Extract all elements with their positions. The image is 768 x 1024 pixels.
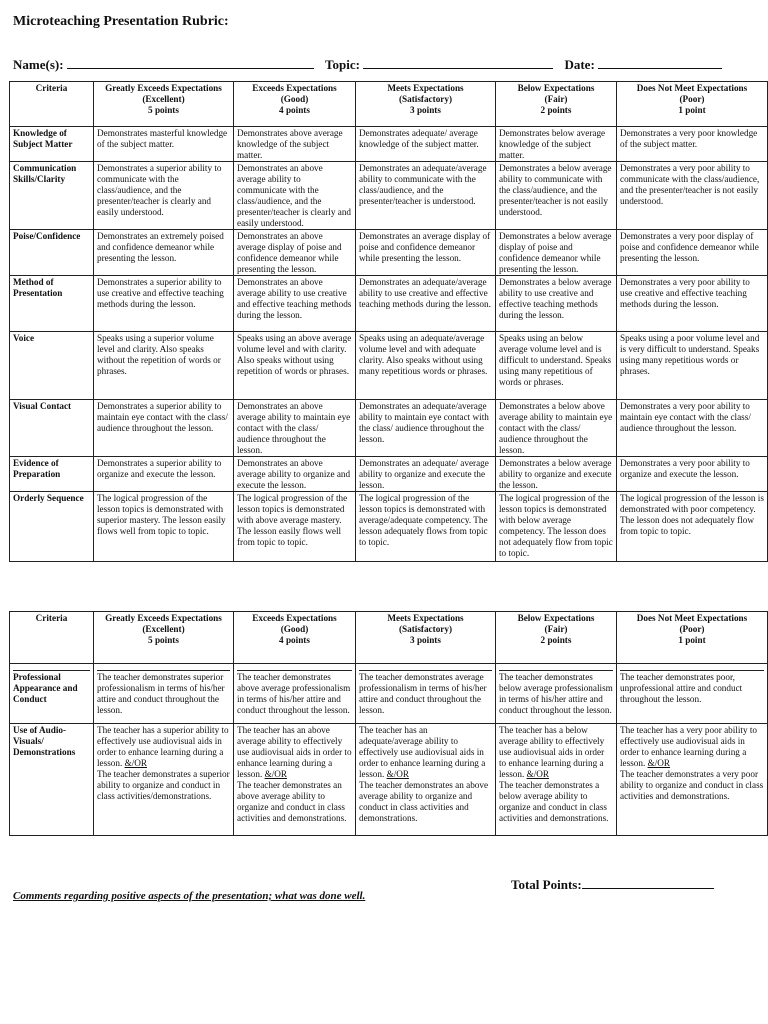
level-name: Greatly Exceeds Expectations xyxy=(105,613,222,623)
descriptor-cell xyxy=(234,724,356,836)
total-points-label: Total Points: xyxy=(511,877,582,892)
descriptor-cell: Demonstrates an above average ability to communicate with the class/audience, and the presenter/teacher is clearly and easily understood. xyxy=(234,162,356,230)
level-name: Greatly Exceeds Expectations xyxy=(105,83,222,93)
level-name: Exceeds Expectations xyxy=(252,83,337,93)
names-label: Name(s): xyxy=(13,57,64,72)
criterion-label: Visual Contact xyxy=(10,400,94,457)
criterion-text: Use of Audio-Visuals/ Demonstrations xyxy=(13,725,76,757)
descriptor-text-b: The teacher demonstrates an above average ability to organize and conduct in class activities and demonstrations. xyxy=(359,780,489,823)
descriptor-cell: Demonstrates an above average ability to organize and execute the lesson. xyxy=(234,457,356,492)
descriptor-cell: Demonstrates masterful knowledge of the subject matter. xyxy=(94,127,234,162)
descriptor-cell xyxy=(94,724,234,836)
level-name: Below Expectations xyxy=(517,613,595,623)
descriptor-cell: Demonstrates a below average ability to communicate with the class/audience, and the presenter/teacher is not easily understood. xyxy=(496,162,617,230)
level-qual: (Fair) xyxy=(544,624,568,634)
level-header-1 xyxy=(94,82,234,127)
level-qual: (Excellent) xyxy=(142,624,185,634)
rubric-row xyxy=(10,664,768,724)
descriptor-text: The teacher demonstrates poor, unprofessional attire and conduct throughout the lesson. xyxy=(620,672,743,704)
level-header-2 xyxy=(234,612,356,664)
descriptor-cell: Demonstrates a very poor ability to use creative and effective teaching methods during the lesson. xyxy=(617,276,768,332)
rubric-row xyxy=(10,332,768,400)
descriptor-cell: Demonstrates a very poor knowledge of the subject matter. xyxy=(617,127,768,162)
descriptor-cell: Demonstrates a superior ability to communicate with the class/audience, and the presenter/teacher is clearly and easily understood. xyxy=(94,162,234,230)
level-points: 4 points xyxy=(279,635,310,645)
level-qual: (Poor) xyxy=(679,624,705,634)
rubric-row xyxy=(10,127,768,162)
descriptor-cell: Demonstrates adequate/ average knowledge of the subject matter. xyxy=(356,127,496,162)
descriptor-cell: Demonstrates an adequate/average ability to communicate with the class/audience, and the presenter/teacher is understood. xyxy=(356,162,496,230)
descriptor-cell: Demonstrates an above average ability to use creative and effective teaching methods during the lesson. xyxy=(234,276,356,332)
level-header-5 xyxy=(617,612,768,664)
level-name: Exceeds Expectations xyxy=(252,613,337,623)
descriptor-cell: Demonstrates a below average display of poise and confidence demeanor while presenting the lesson. xyxy=(496,230,617,276)
level-qual: (Excellent) xyxy=(142,94,185,104)
level-qual: (Good) xyxy=(280,94,309,104)
level-points: 4 points xyxy=(279,105,310,115)
level-qual: (Good) xyxy=(280,624,309,634)
level-header-2 xyxy=(234,82,356,127)
criteria-header: Criteria xyxy=(10,612,94,664)
descriptor-text-b: The teacher demonstrates a very poor ability to organize and conduct in class activities and demonstrations. xyxy=(620,769,764,801)
rule-line xyxy=(620,670,764,671)
descriptor-text-a: The teacher has an above average ability to effectively use audiovisual aids in order to enhance learning during a lesson. xyxy=(237,725,352,779)
rubric-title: Microteaching Presentation Rubric: xyxy=(13,14,229,29)
descriptor-text-a: The teacher has an adequate/average ability to effectively use audiovisual aids in order to enhance learning during a lesson. xyxy=(359,725,486,779)
rubric-row xyxy=(10,230,768,276)
level-name: Does Not Meet Expectations xyxy=(636,83,748,93)
criterion-label: Communication Skills/Clarity xyxy=(10,162,94,230)
descriptor-cell xyxy=(356,664,496,724)
level-points: 1 point xyxy=(678,105,706,115)
descriptor-cell: Speaks using a poor volume level and is very difficult to understand. Speaks using many repetitious words or phrases. xyxy=(617,332,768,400)
date-label: Date: xyxy=(564,57,595,72)
descriptor-cell: Demonstrates a very poor ability to communicate with the class/audience, and the presenter/teacher is not easily understood. xyxy=(617,162,768,230)
criterion-label: Orderly Sequence xyxy=(10,492,94,562)
level-qual: (Poor) xyxy=(679,94,705,104)
descriptor-cell: The logical progression of the lesson topics is demonstrated with below average competency. The lesson does not adequately flow from topic to topic. xyxy=(496,492,617,562)
comments-heading: Comments regarding positive aspects of the presentation; what was done well. xyxy=(13,890,366,902)
total-points-field[interactable] xyxy=(582,876,714,889)
descriptor-cell: Demonstrates a below above average ability to maintain eye contact with the class/ audience throughout the lesson. xyxy=(496,400,617,457)
and-or-marker: &/OR xyxy=(264,769,288,779)
descriptor-cell: Demonstrates an above average ability to maintain eye contact with the class/ audience throughout the lesson. xyxy=(234,400,356,457)
descriptor-cell: Demonstrates a superior ability to organize and execute the lesson. xyxy=(94,457,234,492)
descriptor-text: The teacher demonstrates above average professionalism in terms of his/her attire and conduct throughout the lesson. xyxy=(237,672,351,715)
descriptor-text-a: The teacher has a superior ability to effectively use audiovisual aids in order to enhance learning during a lesson. xyxy=(97,725,229,768)
descriptor-cell: Speaks using an adequate/average volume level and with adequate clarity. Also speaks without using many repetitious words or phrases. xyxy=(356,332,496,400)
descriptor-cell xyxy=(617,724,768,836)
descriptor-cell: Demonstrates an average display of poise and confidence demeanor while presenting the lesson. xyxy=(356,230,496,276)
names-field[interactable] xyxy=(67,56,314,69)
descriptor-cell xyxy=(496,724,617,836)
level-header-3 xyxy=(356,82,496,127)
descriptor-text: The teacher demonstrates average professionalism in terms of his/her attire and conduct throughout the lesson. xyxy=(359,672,487,715)
descriptor-cell xyxy=(94,664,234,724)
descriptor-cell: Demonstrates an adequate/average ability to maintain eye contact with the class/ audience throughout the lesson. xyxy=(356,400,496,457)
rubric-row xyxy=(10,724,768,836)
criterion-label: Evidence of Preparation xyxy=(10,457,94,492)
descriptor-cell xyxy=(356,724,496,836)
rubric-row xyxy=(10,162,768,230)
descriptor-cell: Demonstrates an above average display of poise and confidence demeanor while presenting the lesson. xyxy=(234,230,356,276)
level-points: 2 points xyxy=(540,635,572,645)
descriptor-cell: Speaks using an below average volume level and is difficult to understand. Speaks using many repetitious of words or phrases. xyxy=(496,332,617,400)
level-qual: (Fair) xyxy=(544,94,568,104)
descriptor-cell: Demonstrates a very poor ability to maintain eye contact with the class/ audience throughout the lesson. xyxy=(617,400,768,457)
criterion-label xyxy=(10,724,94,836)
and-or-marker: &/OR xyxy=(386,769,410,779)
rubric-row xyxy=(10,276,768,332)
header-row xyxy=(10,612,768,664)
descriptor-text-a: The teacher has a below average ability to effectively use audiovisual aids in order to enhance learning during a lesson. xyxy=(499,725,605,779)
level-name: Meets Expectations xyxy=(387,613,464,623)
criterion-label: Poise/Confidence xyxy=(10,230,94,276)
rule-line xyxy=(97,670,230,671)
rubric-row xyxy=(10,457,768,492)
descriptor-cell: Demonstrates a very poor display of poise and confidence demeanor while presenting the lesson. xyxy=(617,230,768,276)
level-header-4 xyxy=(496,82,617,127)
rule-line xyxy=(237,670,352,671)
level-name: Does Not Meet Expectations xyxy=(636,613,748,623)
descriptor-cell: Demonstrates a superior ability to use creative and effective teaching methods during the lesson. xyxy=(94,276,234,332)
and-or-marker: &/OR xyxy=(526,769,550,779)
criterion-label: Voice xyxy=(10,332,94,400)
level-qual: (Satisfactory) xyxy=(398,94,453,104)
and-or-marker: &/OR xyxy=(124,758,148,768)
descriptor-text-b: The teacher demonstrates a below average ability to organize and conduct in class activities and demonstrations. xyxy=(499,780,609,823)
rule-line xyxy=(499,670,613,671)
level-name: Below Expectations xyxy=(517,83,595,93)
descriptor-text-a: The teacher has a very poor ability to effectively use audiovisual aids in order to enhance learning during a lesson. xyxy=(620,725,757,768)
descriptor-cell: Speaks using an above average volume level and with clarity. Also speaks without using repetition of words or phrases. xyxy=(234,332,356,400)
criteria-header: Criteria xyxy=(10,82,94,127)
descriptor-cell: The logical progression of the lesson is demonstrated with poor competency. The lesson does not adequately flow from topic to topic. xyxy=(617,492,768,562)
rubric-table-main xyxy=(9,81,768,562)
descriptor-text-b: The teacher demonstrates a superior ability to organize and conduct in class activities/demonstrations. xyxy=(97,769,230,801)
rubric-table-professional xyxy=(9,611,768,836)
descriptor-text: The teacher demonstrates below average professionalism in terms of his/her attire and conduct throughout the lesson. xyxy=(499,672,613,715)
header-row xyxy=(10,82,768,127)
level-qual: (Satisfactory) xyxy=(398,624,453,634)
level-header-1 xyxy=(94,612,234,664)
descriptor-text: The teacher demonstrates superior professionalism in terms of his/her attire and conduct throughout the lesson. xyxy=(97,672,225,715)
rubric-row xyxy=(10,400,768,457)
criterion-label xyxy=(10,664,94,724)
and-or-marker: &/OR xyxy=(647,758,671,768)
descriptor-cell: Demonstrates an extremely poised and confidence demeanor while presenting the lesson. xyxy=(94,230,234,276)
topic-label: Topic: xyxy=(325,57,360,72)
criterion-text: Professional Appearance and Conduct xyxy=(13,672,78,704)
descriptor-cell: Demonstrates an adequate/ average ability to organize and execute the lesson. xyxy=(356,457,496,492)
level-header-3 xyxy=(356,612,496,664)
hr-line-el xyxy=(13,670,90,671)
total-points xyxy=(511,876,714,893)
descriptor-cell: The logical progression of the lesson topics is demonstrated with superior mastery. The lesson easily flows well from topic to topic. xyxy=(94,492,234,562)
descriptor-cell: Demonstrates a below average ability to use creative and effective teaching methods during the lesson. xyxy=(496,276,617,332)
descriptor-cell: Demonstrates a superior ability to maintain eye contact with the class/ audience throughout the lesson. xyxy=(94,400,234,457)
descriptor-cell: Speaks using a superior volume level and clarity. Also speaks without the repetition of words or phrases. xyxy=(94,332,234,400)
descriptor-cell: Demonstrates a below average ability to organize and execute the lesson. xyxy=(496,457,617,492)
date-field[interactable] xyxy=(598,56,722,69)
level-name: Meets Expectations xyxy=(387,83,464,93)
rule-line xyxy=(359,670,492,671)
level-points: 1 point xyxy=(678,635,706,645)
level-header-5 xyxy=(617,82,768,127)
level-points: 5 points xyxy=(148,635,179,645)
level-points: 2 points xyxy=(540,105,572,115)
descriptor-text-b: The teacher demonstrates an above average ability to organize and conduct in class activities and demonstrations. xyxy=(237,780,347,823)
descriptor-cell: Demonstrates above average knowledge of the subject matter. xyxy=(234,127,356,162)
criterion-label: Knowledge of Subject Matter xyxy=(10,127,94,162)
topic-field[interactable] xyxy=(363,56,553,69)
level-points: 5 points xyxy=(148,105,179,115)
descriptor-cell xyxy=(617,664,768,724)
descriptor-cell: The logical progression of the lesson topics is demonstrated with above average mastery. The lesson easily flows well from topic to topic. xyxy=(234,492,356,562)
descriptor-cell xyxy=(496,664,617,724)
rubric-row xyxy=(10,492,768,562)
descriptor-cell xyxy=(234,664,356,724)
level-points: 3 points xyxy=(410,635,441,645)
descriptor-cell: The logical progression of the lesson topics is demonstrated with average/adequate competency. The lesson adequately flows from topic to topic. xyxy=(356,492,496,562)
descriptor-cell: Demonstrates below average knowledge of the subject matter. xyxy=(496,127,617,162)
header-fields xyxy=(13,56,755,73)
level-header-4 xyxy=(496,612,617,664)
level-points: 3 points xyxy=(410,105,441,115)
descriptor-cell: Demonstrates an adequate/average ability to use creative and effective teaching methods during the lesson. xyxy=(356,276,496,332)
criterion-label: Method of Presentation xyxy=(10,276,94,332)
descriptor-cell: Demonstrates a very poor ability to organize and execute the lesson. xyxy=(617,457,768,492)
